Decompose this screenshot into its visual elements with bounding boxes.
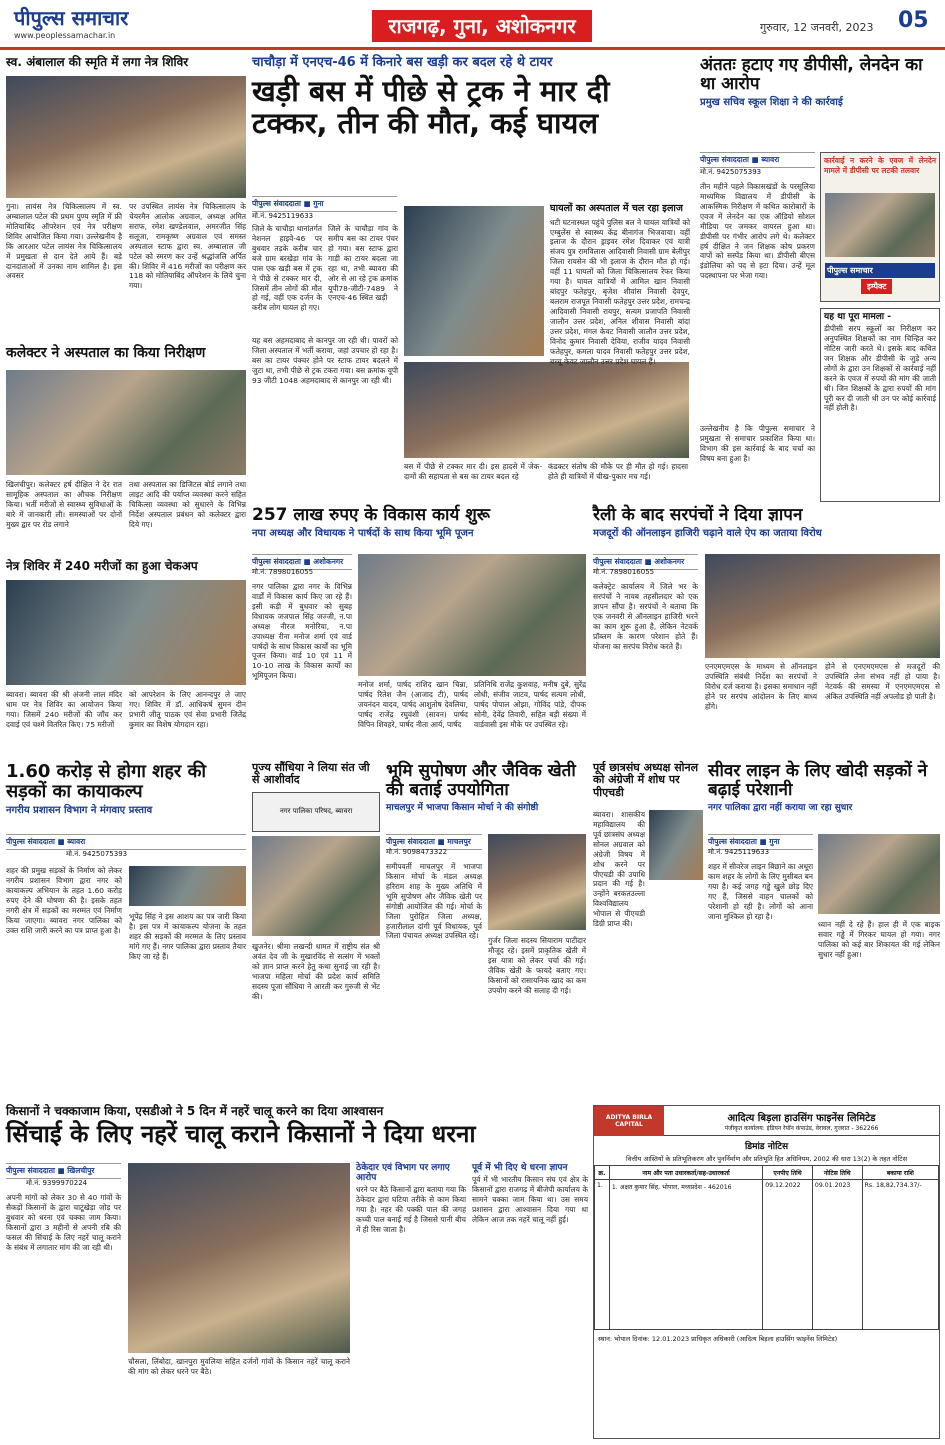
side-headline: यह था पूरा मामला -: [824, 312, 892, 322]
body-text: खुजनेर। श्रीमा लखन्दी धामत में राष्ट्रीय संत श्री अवंत देव जी के मुखारविंद से सत्संग में भक्तों को ज्ञान प्राप्त करने हेतु कथा सुनाई जा रही है। भाजपा महिला मोर्चा की प्रदेश कार्य समिति सदस्य पूजा सौंधिया ने आरती कर गुरुजी से भेंट की।: [252, 942, 380, 1001]
body-text: होने से एनएमएमएस से मजदूरों की उपस्थिति लेना संभव नहीं हो पाया है। नेटवर्क की समस्या में एनएमएमएस से अंकित उपस्थिति नहीं अपलोड हो पाती है।: [825, 662, 940, 701]
subhead: प्रमुख सचिव स्कूल शिक्षा ने की कार्रवाई: [700, 97, 843, 109]
advertiser-address: पंजीकृत कार्यालय: इंडियन रेयॉन कंपाउंड, वेरावल, गुजरात - 362266: [724, 1124, 879, 1132]
story-bhoomi: [386, 762, 586, 1102]
body-text: पर उपस्थित लायंस नेत्र चिकित्सालय के चेयरमैन आलोक अग्रवाल, अध्यक्ष अमित सराफ, रमेश खण्डेलवाल, अमरजीत सिंह सलूजा, रामकृष्ण अग्रवाल एवं समस्त अस्पताल स्टाफ द्वारा स्व. अम्बालाल जी पटेल को स्मरण कर उन्हें श्रद्धांजलि अर्पित की। शिविर में 416 मरीजों का परीक्षण कर 118 को मोतियाबिंद ऑपरेशन के लिये चुना गया।: [129, 202, 246, 291]
body-text: समीपवर्ती माचलपुर में भाजपा किसान मोर्चा के मंडल अध्यक्ष हरिराम शाह के मुख्य अतिथि में भूमि सुपोषण और जैविक खेती पर संगोष्ठी आयोजित की गई। मोर्चा के जिला पुरोहित जिला अध्यक्ष, हजारीलाल दांगी पूर्व विधायक, पूर्व जिला पंचायत अध्यक्ष उपस्थित रहे।: [386, 862, 482, 941]
headline: पूर्व छात्रसंघ अध्यक्ष सोनल को अंग्रेजी में शोध पर पीएचडी: [593, 761, 699, 799]
masthead: [0, 0, 945, 50]
page-number: 05: [898, 8, 929, 33]
story-257-lakh: [252, 506, 587, 756]
story-collector: [6, 346, 246, 556]
body-text: जिले के चाचौड़ा गांव के समीप बस का टायर पंचर हो गया। बस स्टाफ द्वारा गाड़ी का टायर बदला जा रहा था, तभी ब्यावरा की ओर से आ रहे ट्रक क्रमांक यूपी78-जीटी-7489 ने एनएच-46 स्थित खड़ी: [328, 224, 398, 303]
story-sondhiya: [252, 762, 380, 1102]
mobile: मो.नं. 9425075393: [700, 168, 762, 176]
body-text: प्रतिनिधि राजेंद्र कुशवाह, मनीष दुबे, सुरेंद्र लोधी, संजीव जाटव, पार्षद सत्यम लोधी, पार्षद पोपाल ओझा, गोविंद पांडे, दीपक सोनी, देवेंद्र तिवारी, सहित बड़ी संख्या में वार्डवासी इस मौके पर उपस्थित रहे।: [474, 680, 586, 729]
mobile: मो.नं. 9098473322: [386, 848, 448, 856]
story-dpc: [700, 56, 940, 504]
plaque: नगर पालिका परिषद, ब्यावरा: [252, 792, 380, 832]
side-headline: पूर्व में भी दिए थे धरना ज्ञापन: [472, 1163, 568, 1173]
body-text: एनएमएमएस के माध्यम से ऑनलाइन उपस्थिति संबंधी निर्देश का सरपंचों ने विरोध दर्ज कराया है। इसका समाधान नहीं होने पर सरपंच आंदोलन के लिए बाध्य होंगे।: [705, 662, 817, 711]
mobile: मो.नं. 9425119633: [708, 848, 770, 856]
sidebar-case: [820, 308, 940, 502]
body-text: जिले के चाचौड़ा थानांतर्गत नेशनल हाइवे-46 पर बुधवार तड़के करीब चार बजे ग्राम बरखेड़ा गांव के पास एक खड़ी बस में ट्रक ने पीछे से टक्कर मार दी, जिसमें तीन लोगों की मौत हो गई, वहीं एक दर्जन के करीब लोग घायल हो गए।: [252, 224, 322, 313]
mobile: मो.नं. 9425075393: [66, 850, 128, 858]
body-text: ध्यान नहीं दे रहे हैं। हाल ही में एक बाइक सवार गड्ढे में गिरकर घायल हो गया। नगर पालिका को कई बार शिकायत की गई लेकिन सुधार नहीं हुआ।: [818, 920, 940, 959]
body-text: धटी घटनास्थल पहुंचे पुलिस बल ने घायल यात्रियों को एम्बुलेंस से स्वास्थ्य केंद्र बीनागंज भिजवाया। वहीं इलाज के दौरान ड्राइवर रमेश दिवाकर एवं यात्री संजय पुत्र रामविलास आदिवासी निवासी ग्राम बेलीपुर जिला रायसेन की भी इलाज के दौरान मौत हो गई। वहीं 11 घायलों को जिला चिकित्सालय रेफर किया गया है। घायल यात्रियों में आमिल खान निवासी बांदपुर फतेहपुर, बृजेश शीवांस निवासी देवपुर, बलराम राजपूत निवासी फतेहपुर उत्तर प्रदेश, रामचन्द्र आदिवासी निवासी रायपुर, सत्यम प्रजापति निवासी जालौन उत्तर प्रदेश, अनिल शीवास निवासी बांदा उत्तर प्रदेश, मंगल केवट निवासी जालौन उत्तर प्रदेश, विनोद कुमार निवासी देविया, राजीव यादव निवासी फतेहपुर, कमला यादव निवासी फतेहपुर उत्तर प्रदेश, बच्चू केवट जालौन उत्तर प्रदेश घायल हैं।: [550, 217, 690, 366]
headline: पूज्य सौंधिया ने लिया संत जी से आशीर्वाद: [252, 761, 370, 787]
impact-brand: पीपुल्स समाचार: [825, 263, 935, 278]
photo: [252, 836, 380, 936]
photo-dharna: [128, 1163, 350, 1353]
body-text: धरने पर बैठे किसानों द्वारा बताया गया कि ठेकेदार द्वारा घटिया तरीके से काम किया गया है। नहर की पक्की पाल की जगह कच्ची पाल बनाई गई है जिससे पानी बीच में ही रिस जाता है।: [356, 1185, 466, 1234]
byline: पीपुल्स संवाददाता ■ खिलचीपुर: [6, 1163, 121, 1179]
notice-title: डिमांड नोटिस: [744, 1142, 789, 1152]
advertiser-logo: ADITYA BIRLA CAPITAL: [594, 1106, 664, 1136]
body-text: मनोज शर्मा, पार्षद राशिद खान चिन्ना, पार्षद रितेश जैन (आजाद टी), पार्षद जयनंदन यादव, पार्षद आशुतोष देवलिया, पार्षद राजेंद्र रघुवंशी (सावन) पार्षद विपिन शिवहरे, पार्षद नीता आर्य, पार्षद: [358, 680, 468, 729]
mobile: मो.नं. 7898016055: [252, 568, 314, 576]
table-header: बकाया राशि: [862, 1166, 938, 1180]
body-text: ब्यावरा। शासकीय महाविद्यालय की पूर्व छात्रसंघ अध्यक्ष सोनल अग्रवाल को अंग्रेजी विषय में शोध करने पर पीएचडी की उपाधि प्रदान की गई है। उन्होंने बरकतउल्ला विश्वविद्यालय भोपाल से पीएचडी डिग्री प्राप्त की।: [593, 810, 645, 929]
headline: 1.60 करोड़ से होगा शहर की सड़कों का कायाकल्प: [6, 761, 207, 803]
headline: नेत्र शिविर में 240 मरीजों का हुआ चेकअप: [6, 559, 198, 573]
body-text: तथा अस्पताल का डिजिटल बोर्ड लगाने तथा लाइट आदि की पर्याप्त व्यवस्था करने सहित चिकित्सा व्यवस्था को सुधारने के विभिन्न निर्देश अस्पताल प्रबंधन को कलेक्टर द्वारा दिये गए।: [129, 480, 246, 529]
body-text: शहर में सीवरेज लाइन बिछाने का अधूरा काम शहर के लोगों के लिए मुसीबत बन गया है। कई जगह गड्ढे खुले छोड़ दिए गए हैं, जिससे वाहन चालकों को परेशानी हो रही है। लोगों को आना जाना मुश्किल हो रहा है।: [708, 862, 813, 921]
subhead: मजदूरों की ऑनलाइन हाजिरी चढ़ाने वाले ऐप का जताया विरोध: [593, 528, 822, 540]
side-headline: ठेकेदार एवं विभाग पर लगाए आरोप: [356, 1163, 450, 1184]
headline: सीवर लाइन के लिए खोदी सड़कों ने बढ़ाई परेशानी: [708, 761, 928, 801]
byline: पीपुल्स संवाददाता ■ अशोकनगर: [252, 554, 352, 570]
story-160-crore: [6, 762, 246, 1102]
newspaper-logo[interactable]: पीपुल्स समाचार www.peoplessamachar.in: [14, 6, 129, 40]
photo: [6, 76, 246, 198]
caption: चौसला, लिंबोदा, खानपुरा मुवलिया सहित दर्जनों गांवों के किसान नहरें चालू कराने की मांग को लेकर धरने पर बैठे।: [128, 1357, 350, 1376]
byline: पीपुल्स संवाददाता ■ माचलपुर: [386, 834, 482, 850]
sidebar-injured: [550, 203, 690, 366]
mobile: मो.नं. 9399970224: [26, 1179, 88, 1187]
body-text: गुना। लायंस नेत्र चिकित्सालय में स्व. अम्बालाल पटेल की प्रथम पुण्य स्मृति में फ्री मोतियाबिंद ऑपरेशन एवं नेत्र परीक्षण शिविर आयोजित किया गया। उल्लेखनीय है कि आरआर पटेल लायंस नेत्र चिकित्सालय में प्रमुखता से दान देते आये हैं। बड़े दानदाताओं में उनका नाम शामिल है। इस अवसर: [6, 202, 122, 281]
body-text: उल्लेखनीय है कि पीपुल्स समाचार ने प्रमुखता से समाचार प्रकाशित किया था। विभाग की इस कार्रवाई के बाद चर्चा का विषय बना हुआ है।: [700, 424, 815, 463]
byline: पीपुल्स संवाददाता ■ ब्यावरा: [700, 152, 815, 168]
story-nahar: [6, 1105, 588, 1439]
byline: पीपुल्स संवाददाता ■ ब्यावरा: [6, 834, 246, 850]
photo-rally: [705, 554, 940, 658]
body-text: शहर की प्रमुख सड़कों के निर्माण को लेकर नगरीय प्रशासन विभाग द्वारा नगर को कायाकल्प अभियान के तहत 1.60 करोड़ रुपए देने की घोषणा की है। इसके तहत नगरी क्षेत्र में सड़कों का मरम्मत एवं निर्माण किया जाएगा। ब्यावरा नगर पालिका को उक्त राशि जारी करने का पत्र प्राप्त हुआ है।: [6, 866, 122, 935]
sidebar-earlier-protest: [472, 1163, 588, 1437]
headline: रैली के बाद सरपंचों ने दिया ज्ञापन: [593, 505, 803, 525]
byline: पीपुल्स संवाददाता ■ गुना: [252, 196, 397, 212]
story-sarpanch: [593, 506, 940, 756]
subhead: माचलपुर में भाजपा किसान मोर्चा ने की संगोष्ठी: [386, 803, 539, 814]
photo: [6, 370, 246, 475]
table-header: क्र.: [595, 1166, 610, 1180]
body-text: ब्यावरा। ब्यावरा की श्री अंजनी लाल मंदिर धाम पर नेत्र शिविर का आयोजन किया गया। जिसमें 240 मरीजों की जाँच कर दवाई एवं चश्मे वितरित किए। 75 मरीजों: [6, 690, 122, 729]
issue-date: गुरुवार, 12 जनवरी, 2023: [760, 21, 874, 34]
kicker: किसानों ने चक्काजाम किया, एसडीओ ने 5 दिन में नहरें चालू करने का दिया आश्वासन: [6, 1104, 384, 1118]
lead-story: [252, 56, 692, 504]
body-text: डीपीसी सरप स्कूलों का निरीक्षण कर अनुपस्थित शिक्षकों का नाम चिन्हित कर नोटिस जारी करते थे। इसके बाद कथित जन शिक्षक और डीपीसी के जुड़े अन्य लोगों के द्वारा उन शिक्षकों से कार्रवाई नहीं करने के एवज में रुपयों की मांग की जाती थी। जिन शिक्षकों के द्वारा रुपयों की मांग पूरी कर दी जाती थी उन पर कोई कार्रवाई नहीं होती है।: [824, 324, 936, 413]
headline: कलेक्टर ने अस्पताल का किया निरीक्षण: [6, 345, 206, 361]
subhead: नगर पालिका द्वारा नहीं कराया जा रहा सुधार: [708, 803, 853, 814]
sidebar-contractor: [356, 1163, 466, 1437]
photo: [6, 580, 246, 685]
kicker: चाचौड़ा में एनएच-46 में किनारे बस खड़ी कर बदल रहे थे टायर: [252, 55, 553, 70]
body-text: गुर्जर जिला सदस्य सियाराम पाटीदार मौजूद रहे। इसमें प्राकृतिक खेती में इस यात्रा को लेकर चर्चा की गई। जैविक खेती के फायदे बताए गए। किसानों को रासायनिक खाद का कम उपयोग करने की सलाह दी गई।: [488, 936, 586, 995]
mobile: मो.नं. 7898016055: [593, 568, 655, 576]
mobile: मो.नं. 9425119633: [252, 212, 314, 220]
clipping-title: कार्रवाई न करने के एवज में लेनदेन मामले में डीपीसी पर लटकी तलवार: [824, 156, 936, 176]
impact-label: इम्पैक्ट: [861, 279, 892, 294]
impact-clipping: [820, 152, 940, 302]
table-header: नोटिस तिथि: [812, 1166, 862, 1180]
body-text: खिलचीपुर। कलेक्टर हर्ष दीक्षित ने देर रात सामूहिक अस्पताल का औचक निरीक्षण किया। भर्ती मरीजों से स्वास्थ्य सुविधाओं के बारे में जानकारी ली। समस्याओं पर दोनों मुख्य द्वार पर रोड लगाने: [6, 480, 122, 529]
body-text: भूपेंद्र सिंह ने इस आशय का पत्र जारी किया है। इस पत्र में कायाकल्प योजना के तहत शहर की सड़कों की मरम्मत के लिए प्रस्ताव मांगे गए हैं। नगर पालिका द्वारा प्रस्ताव तैयार किए जा रहे हैं।: [129, 912, 246, 961]
caption: बस में पीछे से टक्कर मार दी। इस हादसे में जेक-दामों की सहायता से बस का टायर बदल रहे: [404, 462, 542, 481]
byline: पीपुल्स संवाददाता ■ गुना: [708, 834, 813, 850]
headline: भूमि सुपोषण और जैविक खेती की बताई उपयोगिता: [386, 761, 576, 801]
table-row: 1. 1. अक्षत कुमार सिंह, भोपाल, मध्यप्रदेश - 462016 09.12.2022 09.01.2023 Rs. 18,82,734.37/-: [595, 1180, 939, 1330]
photo: [818, 834, 940, 914]
photo-bhoomipujan: [358, 554, 586, 676]
body-text: नगर पालिका द्वारा नगर के विभिन्न वार्डों में विकास कार्य किए जा रहे हैं। इसी कड़ी में बुधवार को सुबह विधायक जजपाल सिंह जज्जी, न.पा अध्यक्ष नीरज मनोरिया, न.पा उपाध्यक्ष रीना मनोज शर्मा एवं वार्ड पार्षदों के साथ विकास कार्यों का भूमि पूजन किया। वार्ड 10 एवं 11 में 10-10 लाख के विकास कार्यों का भूमिपूजन किया।: [252, 582, 352, 681]
headline: सिंचाई के लिए नहरें चालू कराने किसानों ने दिया धरना: [6, 1120, 476, 1149]
photo-portrait: [649, 810, 703, 880]
caption: कंडक्टर संतोष की मौके पर ही मौत हो गई। हादसा होते ही यात्रियों में चीख-पुकार मच गई।: [548, 462, 688, 481]
clipping-photo: [825, 193, 935, 257]
table-header: नाम और पता उधारकर्ता/सह-उधारकर्ता: [609, 1166, 762, 1180]
body-text: को आपरेशन के लिए आनन्दपुर ले जाए गए। शिविर में डॉ. आधिकर्ष सुमन दीन प्रभारी जीतू पाठक एवं सेवा प्रभारी जितेंद्र कुमार का विशेष योगदान रहा।: [129, 690, 246, 729]
story-netra-shivir: [6, 56, 246, 356]
story-sonal: [593, 762, 703, 1102]
body-text: अपनी मांगों को लेकर 30 से 40 गांवों के सैकड़ों किसानों के द्वारा चाटूखेड़ा जोड़ पर बुधवार को धरना एवं चक्का जाम किया। किसानों द्वारा 3 महीनों से अपनी रबि की फसल की सिंचाई के लिए नहरें चालू कराने के संबंध में लगातार मांग की जा रही थी।: [6, 1193, 121, 1252]
body-text: तीन महीने पहले विकासखंडों के परसूलिया माध्यमिक विद्यालय में डीपीसी के आकस्मिक निरीक्षण में कथित कारोबारों के एवज में लेनदेन का एक ऑडियो सोशल मीडिया पर जमकर वायरल हुआ था। डीपीसी पर गंभीर आरोप लगे थे। कलेक्टर हर्ष दीक्षित ने जन शिक्षक कोष प्रकरण वापों को सस्पेंड किया था। डीपीसी बीएस इंडोलिया को पद से हटा दिया। उन्हें मूल पदस्थापना पर भेजा गया।: [700, 182, 815, 281]
demand-notice-ad: [593, 1105, 940, 1439]
photo: [488, 834, 586, 930]
photo-hospital: [404, 206, 544, 356]
story-240-patients: [6, 560, 246, 760]
byline: पीपुल्स संवाददाता ■ अशोकनगर: [593, 554, 698, 570]
notice-subtitle: वित्तीय आस्तियों के प्रतिभूतिकरण और पुनर्निर्माण और प्रतिभूति हित अधिनियम, 2002 की धारा 13(2) के तहत नोटिस: [626, 1155, 907, 1163]
photo-bus: [404, 362, 689, 458]
side-headline: घायलों का अस्पताल में चल रहा इलाज: [550, 203, 683, 214]
headline: स्व. अंबालाल की स्मृति में लगा नेत्र शिविर: [6, 55, 189, 69]
body-text: पूर्व में भी भारतीय किसान संघ एवं क्षेत्र के किसानों द्वारा राजगढ़ में बीजेपी कार्यालय के सामने चक्का जाम किया था। उस समय प्रशासन द्वारा आश्वासन दिया गया था लेकिन आज तक नहरें चालू नहीं हुई।: [472, 1175, 588, 1224]
headline: 257 लाख रुपए के विकास कार्य शुरू: [252, 505, 491, 525]
notice-footer: स्थान: भोपाल दिनांक: 12.01.2023 प्राधिकृत अधिकारी (आदित्य बिड़ला हाउसिंग फाइनेंस लिमिटेड): [598, 1335, 838, 1343]
notice-table: [594, 1165, 939, 1330]
headline: अंततः हटाए गए डीपीसी, लेनदेन का था आरोप: [700, 55, 923, 95]
body-text: यह बस अहमदाबाद से कानपुर जा रही थी। पावरों को जिला अस्पताल में भर्ती कराया, जहां उपचार हो रहा है। बस का टायर पंक्चर होने पर स्टाफ टायर बदलने में जुटा था, तभी पीछे से ट्रक टकरा गया। बस क्रमांक यूपी 93 जीटी 1048 अहमदाबाद से कानपुर जा रही थी।: [252, 336, 398, 385]
headline: खड़ी बस में पीछे से ट्रक ने मार दी टक्कर, तीन की मौत, कई घायल: [252, 73, 610, 141]
subhead: नपा अध्यक्ष और विधायक ने पार्षदों के साथ किया भूमि पूजन: [252, 528, 474, 540]
advertiser-name: आदित्य बिड़ला हाउसिंग फाइनेंस लिमिटेड: [727, 1112, 876, 1124]
region-banner: राजगढ़, गुना, अशोकनगर: [372, 10, 592, 42]
story-sewer: [708, 762, 940, 1102]
subhead: नगरीय प्रशासन विभाग ने मंगवाए प्रस्ताव: [6, 805, 153, 817]
photo: [129, 866, 246, 906]
table-header: एनपीए तिथि: [763, 1166, 813, 1180]
body-text: कलेक्ट्रेट कार्यालय में जिले भर के सरपंचों ने नायब तहसीलदार को एक ज्ञापन सौंपा है। सरपंचों ने बताया कि एक जनवरी से ऑनलाइन हाजिरी भरने का काम शुरू हुआ है, लेकिन नेटवर्क प्रॉब्लम के कारण परेशान होते हैं। योजना का सरपंच विरोध करते हैं।: [593, 582, 698, 651]
